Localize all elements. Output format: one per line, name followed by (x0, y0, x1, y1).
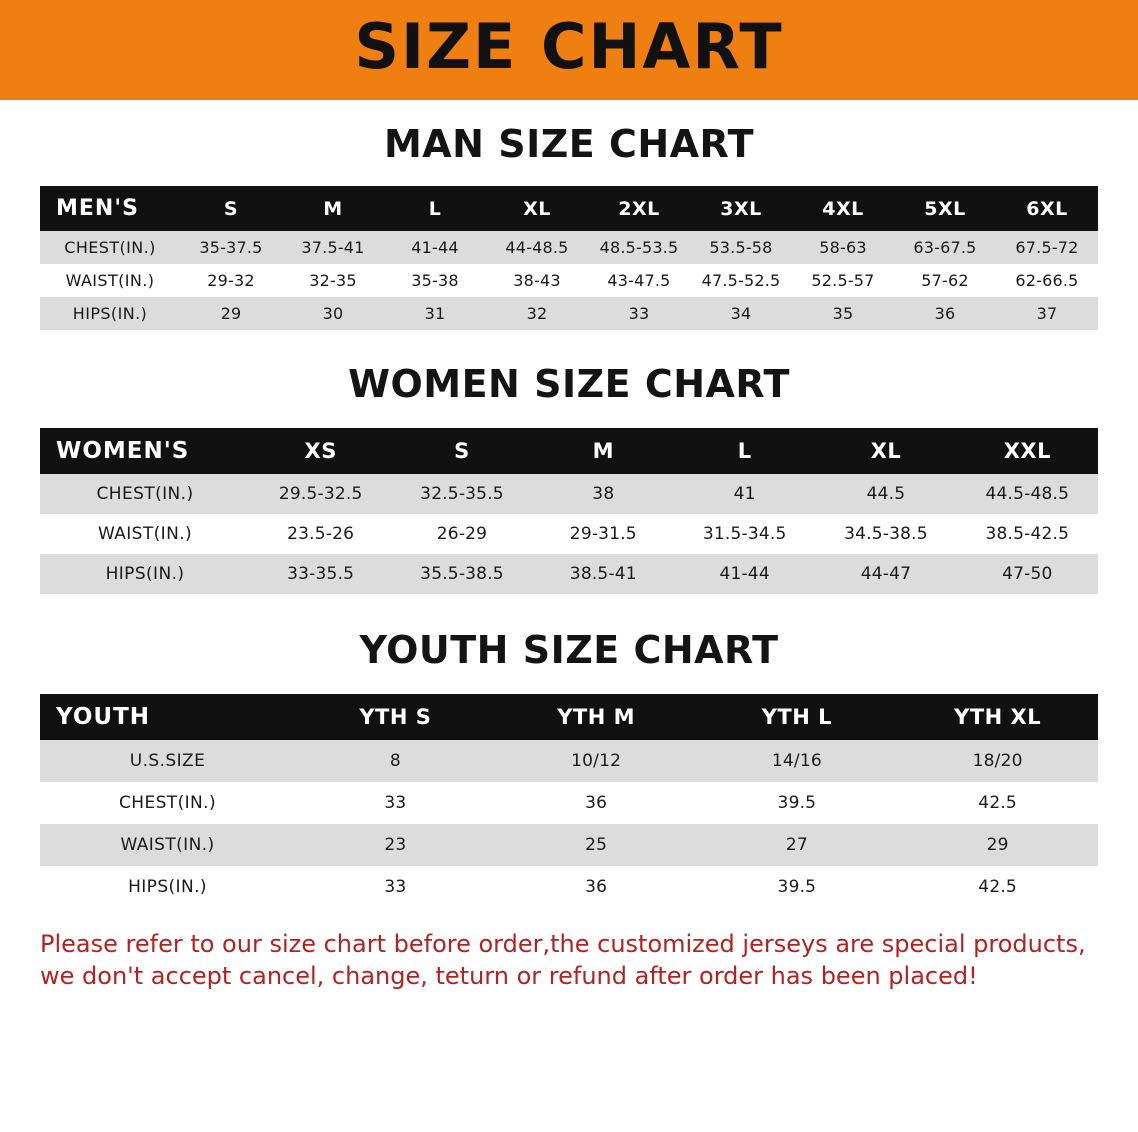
man-col-3: XL (486, 186, 588, 231)
women-row-1-cell-3: 31.5-34.5 (674, 514, 815, 554)
man-row-2-label: HIPS(IN.) (40, 297, 180, 330)
man-row-1-cell-3: 38-43 (486, 264, 588, 297)
women-row-2-cell-1: 35.5-38.5 (391, 554, 532, 594)
women-col-0: XS (250, 428, 391, 474)
women-col-1: S (391, 428, 532, 474)
youth-row-3-cell-0: 33 (295, 866, 496, 908)
youth-section-heading: YOUTH SIZE CHART (359, 628, 779, 672)
women-row-0-label: CHEST(IN.) (40, 474, 250, 514)
women-table-header (40, 428, 1098, 474)
youth-table-body (40, 740, 1098, 908)
man-row-1-cell-5: 47.5-52.5 (690, 264, 792, 297)
youth-row-2-cell-3: 29 (897, 824, 1098, 866)
man-col-0: S (180, 186, 282, 231)
women-row-0-cell-0: 29.5-32.5 (250, 474, 391, 514)
youth-row-2-cell-0: 23 (295, 824, 496, 866)
women-table-body (40, 474, 1098, 594)
youth-row-1-label: CHEST(IN.) (40, 782, 295, 824)
table-header-row (40, 428, 1098, 474)
man-row-2-cell-8: 37 (996, 297, 1098, 330)
youth-row-2-cell-2: 27 (697, 824, 898, 866)
man-col-4: 2XL (588, 186, 690, 231)
man-row-0-cell-4: 48.5-53.5 (588, 231, 690, 264)
women-corner-label: WOMEN'S (40, 428, 250, 474)
youth-row-3-cell-2: 39.5 (697, 866, 898, 908)
youth-size-table (40, 694, 1098, 908)
man-row-1-cell-7: 57-62 (894, 264, 996, 297)
man-row-2-cell-4: 33 (588, 297, 690, 330)
man-row-0-cell-0: 35-37.5 (180, 231, 282, 264)
table-row (40, 264, 1098, 297)
women-row-2-cell-0: 33-35.5 (250, 554, 391, 594)
women-row-0-cell-1: 32.5-35.5 (391, 474, 532, 514)
youth-row-1-cell-1: 36 (496, 782, 697, 824)
youth-table-wrap (0, 694, 1138, 908)
women-col-3: L (674, 428, 815, 474)
table-row (40, 866, 1098, 908)
table-row (40, 514, 1098, 554)
table-row (40, 554, 1098, 594)
youth-col-3: YTH XL (897, 694, 1098, 740)
table-row (40, 297, 1098, 330)
youth-col-2: YTH L (697, 694, 898, 740)
youth-row-1-cell-2: 39.5 (697, 782, 898, 824)
man-row-2-cell-0: 29 (180, 297, 282, 330)
youth-row-0-cell-0: 8 (295, 740, 496, 782)
man-row-0-cell-7: 63-67.5 (894, 231, 996, 264)
women-row-1-cell-2: 29-31.5 (533, 514, 674, 554)
women-table-wrap (0, 428, 1138, 594)
disclaimer-line-2: we don't accept cancel, change, teturn or refund after order has been placed! (40, 962, 978, 991)
page-title: SIZE CHART (354, 10, 784, 83)
man-section-heading: MAN SIZE CHART (383, 122, 755, 166)
man-row-2-cell-5: 34 (690, 297, 792, 330)
man-table-header (40, 186, 1098, 231)
man-row-0-cell-5: 53.5-58 (690, 231, 792, 264)
youth-row-0-label: U.S.SIZE (40, 740, 295, 782)
women-row-2-cell-3: 41-44 (674, 554, 815, 594)
man-row-0-cell-1: 37.5-41 (282, 231, 384, 264)
size-chart-banner (0, 0, 1138, 100)
women-col-2: M (533, 428, 674, 474)
table-header-row (40, 186, 1098, 231)
man-table-body (40, 231, 1098, 330)
man-row-1-cell-0: 29-32 (180, 264, 282, 297)
women-col-4: XL (815, 428, 956, 474)
man-col-7: 5XL (894, 186, 996, 231)
youth-row-1-cell-3: 42.5 (897, 782, 1098, 824)
man-row-0-cell-2: 41-44 (384, 231, 486, 264)
man-row-0-cell-3: 44-48.5 (486, 231, 588, 264)
man-table-wrap (0, 186, 1138, 330)
youth-row-2-label: WAIST(IN.) (40, 824, 295, 866)
youth-col-1: YTH M (496, 694, 697, 740)
man-row-2-cell-6: 35 (792, 297, 894, 330)
table-row (40, 740, 1098, 782)
women-size-table (40, 428, 1098, 594)
man-col-1: M (282, 186, 384, 231)
man-row-0-cell-6: 58-63 (792, 231, 894, 264)
women-row-2-label: HIPS(IN.) (40, 554, 250, 594)
man-col-2: L (384, 186, 486, 231)
women-row-1-cell-4: 34.5-38.5 (815, 514, 956, 554)
man-size-table (40, 186, 1098, 330)
women-row-1-cell-5: 38.5-42.5 (957, 514, 1098, 554)
table-row (40, 231, 1098, 264)
man-row-2-cell-3: 32 (486, 297, 588, 330)
man-row-1-cell-4: 43-47.5 (588, 264, 690, 297)
women-row-0-cell-2: 38 (533, 474, 674, 514)
youth-row-0-cell-1: 10/12 (496, 740, 697, 782)
size-chart-disclaimer (40, 928, 1098, 993)
youth-row-1-cell-0: 33 (295, 782, 496, 824)
youth-row-0-cell-2: 14/16 (697, 740, 898, 782)
youth-row-3-cell-3: 42.5 (897, 866, 1098, 908)
women-row-0-cell-3: 41 (674, 474, 815, 514)
man-row-2-cell-1: 30 (282, 297, 384, 330)
youth-col-0: YTH S (295, 694, 496, 740)
women-row-2-cell-5: 47-50 (957, 554, 1098, 594)
man-row-1-cell-6: 52.5-57 (792, 264, 894, 297)
man-row-1-cell-2: 35-38 (384, 264, 486, 297)
table-row (40, 824, 1098, 866)
women-row-1-cell-1: 26-29 (391, 514, 532, 554)
man-row-2-cell-7: 36 (894, 297, 996, 330)
women-row-1-label: WAIST(IN.) (40, 514, 250, 554)
man-row-1-label: WAIST(IN.) (40, 264, 180, 297)
man-row-0-label: CHEST(IN.) (40, 231, 180, 264)
youth-table-header (40, 694, 1098, 740)
disclaimer-line-1: Please refer to our size chart before order,the customized jerseys are special products, (40, 930, 1086, 958)
man-col-6: 4XL (792, 186, 894, 231)
women-row-2-cell-4: 44-47 (815, 554, 956, 594)
man-corner-label: MEN'S (40, 186, 180, 231)
women-row-0-cell-4: 44.5 (815, 474, 956, 514)
table-header-row (40, 694, 1098, 740)
youth-corner-label: YOUTH (40, 694, 295, 740)
man-row-1-cell-8: 62-66.5 (996, 264, 1098, 297)
women-row-0-cell-5: 44.5-48.5 (957, 474, 1098, 514)
youth-row-3-label: HIPS(IN.) (40, 866, 295, 908)
youth-row-0-cell-3: 18/20 (897, 740, 1098, 782)
women-row-1-cell-0: 23.5-26 (250, 514, 391, 554)
youth-row-3-cell-1: 36 (496, 866, 697, 908)
man-col-5: 3XL (690, 186, 792, 231)
man-row-2-cell-2: 31 (384, 297, 486, 330)
man-row-1-cell-1: 32-35 (282, 264, 384, 297)
women-section-heading: WOMEN SIZE CHART (348, 362, 790, 406)
man-row-0-cell-8: 67.5-72 (996, 231, 1098, 264)
women-col-5: XXL (957, 428, 1098, 474)
youth-row-2-cell-1: 25 (496, 824, 697, 866)
table-row (40, 474, 1098, 514)
man-col-8: 6XL (996, 186, 1098, 231)
table-row (40, 782, 1098, 824)
women-row-2-cell-2: 38.5-41 (533, 554, 674, 594)
